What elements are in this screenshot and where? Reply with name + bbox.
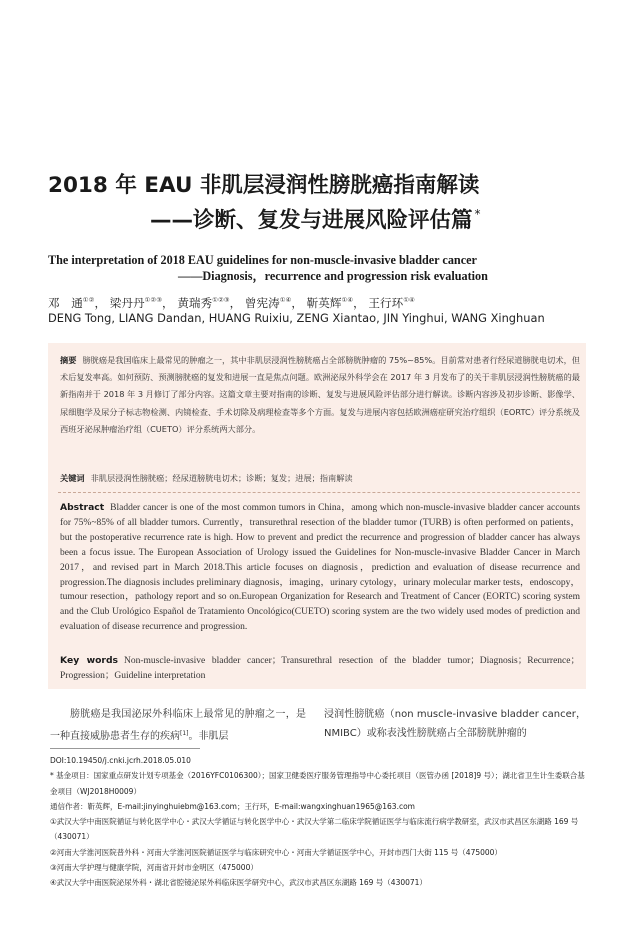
abstract-divider [58, 492, 580, 493]
authors-cn [48, 292, 415, 311]
affiliation-2: ②河南大学淮河医院普外科・河南大学淮河医院循证医学与临床研究中心・河南大学循证医学中心，开封市西门大街 115 号（475000） [50, 847, 502, 857]
title-cn-line2: ——诊断、复发与进展风险评估篇 * [150, 207, 481, 233]
title-en-line2: ——Diagnosis，recurrence and progression risk evaluation [178, 269, 488, 283]
correspondence-footnote: 通信作者：靳英辉，E-mail:jinyinghuiebm@163.com；王行环，E-mail:wangxinghuan1965@163.com [50, 801, 415, 811]
abstract-en-label: Abstract [60, 502, 105, 513]
abstract-cn-text: 膀胱癌是我国临床上最常见的肿瘤之一，其中非肌层浸润性膀胱癌占全部膀胱肿瘤的 75%~85%。目前常对患者行经尿道膀胱电切术，但术后复发率高。如何预防、预测膀胱癌的复发和进展一直是焦点问题。欧洲泌尿外科学会在 2017 年 3 月发布了的关于非肌层浸润性膀胱癌的最新指南并于 2018 年 3 月修订了部分内容。这篇文章主要对指南的诊断、复发与进展风险评估部分进行解读。诊断内容涉及初步诊断、影像学、尿细胞学及尿分子标志物检测、内镜检查、手术切除及病理检查等多个方面。复发与进展内容包括欧洲癌症研究治疗组织（EORTC）评分系统及西班牙泌尿肿瘤治疗组（CUETO）评分系统两大部分。 [60, 355, 580, 434]
author: 梁丹丹①②③， [109, 296, 174, 310]
keywords-cn-text: 非肌层浸润性膀胱癌；经尿道膀胱电切术；诊断；复发；进展；指南解读 [90, 473, 353, 483]
reference-mark[interactable]: [1] [180, 730, 189, 737]
author: 王行环①④ [368, 296, 415, 310]
keywords-cn-label: 关键词 [60, 473, 85, 483]
abstract-cn [60, 352, 580, 438]
keywords-cn [60, 470, 580, 486]
body-column-left: 膀胱癌是我国泌尿外科临床上最常见的肿瘤之一，是一种直接威胁患者生存的疾病[1]。非肌层 [50, 709, 306, 742]
keywords-en-text: Non-muscle-invasive bladder cancer；Transurethral resection of the bladder tumor；Diagnosis；Recurrence；Progression；Guideline interpretation [60, 656, 580, 681]
abstract-en [60, 501, 580, 635]
title-en-line1: The interpretation of 2018 EAU guidelines for non-muscle-invasive bladder cancer [48, 253, 477, 267]
footnote-rule [50, 748, 200, 749]
body-column-right: 浸润性膀胱癌（non muscle-invasive bladder cancer，NMIBC）或称表浅性膀胱癌占全部膀胱肿瘤的 [324, 709, 586, 739]
doi-line: DOI:10.19450/j.cnki.jcrh.2018.05.010 [50, 756, 191, 765]
abstract-en-text: Bladder cancer is one of the most common tumors in China，among which non-muscle-invasive bladder cancer accounts for 75%~85% of all bladder tumors. Currently，transurethral resection of the bladder tumor (TURB) is often performed on patients，but the postoperative recurrence rate is high. How to prevent and predict the recurrence and progression of bladder cancer has always been a focus issue. The European Association of Urology issued the Guidelines for Non-muscle-invasive Bladder Cancer in March 2017，and revised part in March 2018.This article focuses on diagnosis，prediction and evaluation of disease recurrence and progression.The diagnosis includes preliminary diagnosis，imaging，urinary cytology，urinary molecular marker tests，endoscopy，tumour resection，pathology report and so on.European Organization for Research and Treatment of Cancer (EORTC) scoring system and the Club Urológico Español de Tratamiento Oncológico(CUETO) scoring system are the two widely used modes of prediction and evaluation of disease recurrence and progression. [60, 503, 580, 633]
author: 曾宪涛①④， [244, 296, 303, 310]
footnotes [50, 753, 586, 891]
abstract-cn-label: 摘要 [60, 355, 77, 365]
affiliation-3: ③河南大学护理与健康学院，河南省开封市金明区（475000） [50, 863, 258, 873]
funding-footnote: * 基金项目：国家重点研发计划专项基金（2016YFC0106300）；国家卫健委医疗服务管理指导中心委托项目（医管办函 [2018]9 号）；湖北省卫生计生委联合基金项目（WJ2018H0009） [50, 771, 585, 796]
author: 邓 通①②， [48, 296, 107, 310]
affiliation-1: ①武汉大学中南医院循证与转化医学中心・武汉大学循证与转化医学中心・武汉大学第二临床学院循证医学与临床流行病学教研室，武汉市武昌区东湖路 169 号（430071） [50, 817, 579, 842]
title-cn-line1: 2018 年 EAU 非肌层浸润性膀胱癌指南解读 [48, 173, 480, 198]
article-title-en [48, 252, 608, 284]
authors-en: DENG Tong, LIANG Dandan, HUANG Ruixiu, ZENG Xiantao, JIN Yinghui, WANG Xinghuan [48, 311, 545, 325]
author: 靳英辉①④， [306, 296, 365, 310]
funding-mark: * [474, 207, 481, 221]
article-title-cn [48, 172, 608, 235]
affiliation-4: ④武汉大学中南医院泌尿外科・湖北省腔镜泌尿外科临床医学研究中心，武汉市武昌区东湖路 169 号（430071） [50, 878, 427, 888]
author: 黄瑞秀①②③， [177, 296, 242, 310]
keywords-en [60, 654, 580, 684]
keywords-en-label: Key words [60, 655, 119, 666]
